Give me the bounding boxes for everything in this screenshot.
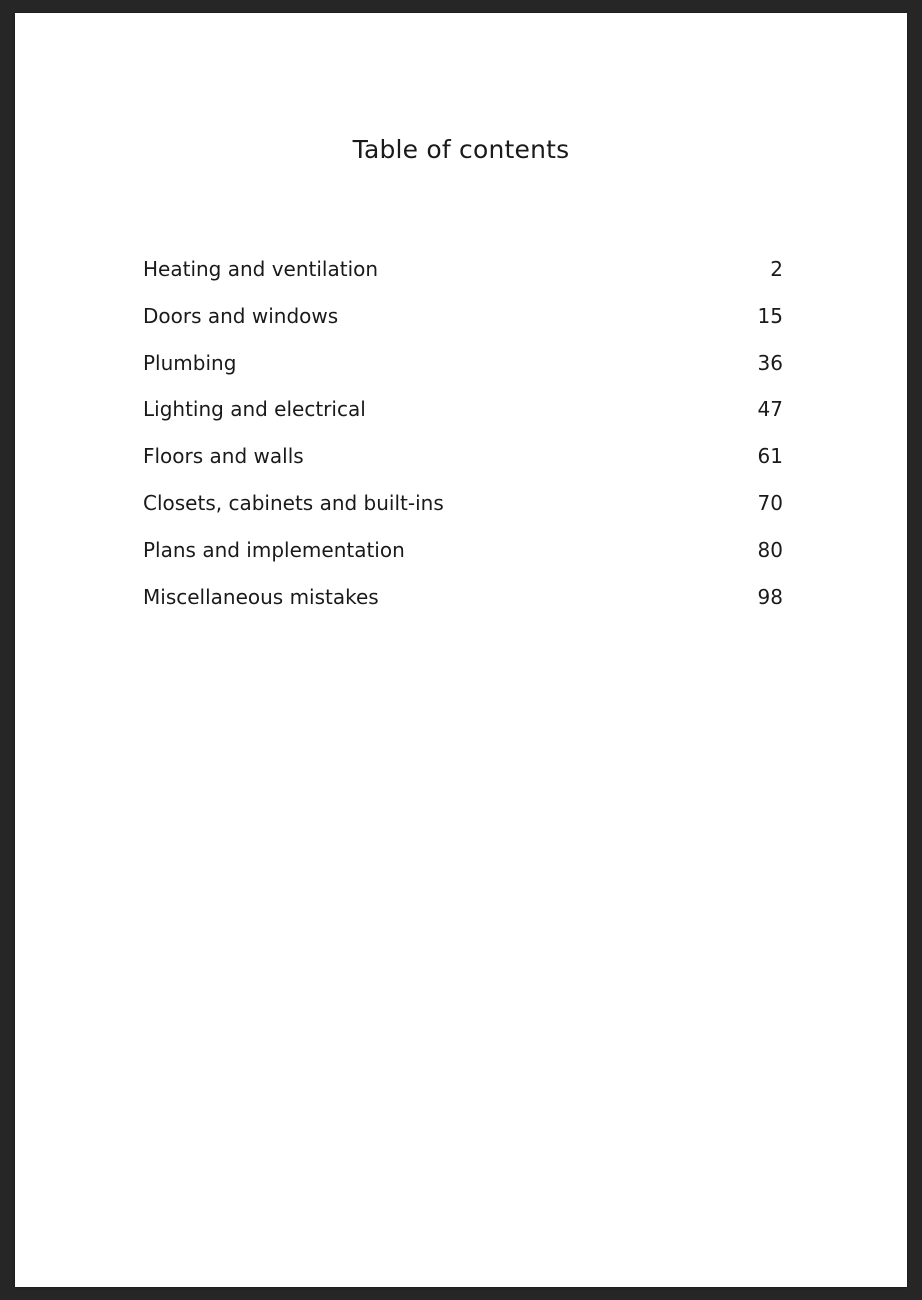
toc-entry-page-number: 47 xyxy=(757,397,783,422)
toc-entry-label: Miscellaneous mistakes xyxy=(143,584,379,609)
toc-entry xyxy=(143,585,783,632)
toc-entry-page-number: 98 xyxy=(757,584,783,609)
toc-entry-label: Doors and windows xyxy=(143,303,339,328)
toc-entry-label: Heating and ventilation xyxy=(143,257,379,281)
toc-entry xyxy=(143,397,783,444)
toc-entry-page-number: 15 xyxy=(757,303,783,328)
toc-entry-page-number: 36 xyxy=(757,350,783,375)
toc-entry-page-number: 80 xyxy=(757,537,783,562)
toc-entry-page-number: 2 xyxy=(770,257,783,281)
toc-entry xyxy=(143,304,783,351)
toc-entry xyxy=(143,257,783,304)
toc-entry-label: Floors and walls xyxy=(143,444,304,469)
toc-entry xyxy=(143,444,783,491)
table-of-contents xyxy=(143,257,783,631)
toc-entry-label: Plumbing xyxy=(143,350,237,375)
toc-entry xyxy=(143,351,783,398)
toc-entry xyxy=(143,538,783,585)
document-page xyxy=(15,13,907,1287)
toc-entry-label: Plans and implementation xyxy=(143,537,405,562)
page-title: Table of contents xyxy=(352,135,570,164)
toc-entry-label: Lighting and electrical xyxy=(143,397,366,422)
toc-entry-label: Closets, cabinets and built-ins xyxy=(143,490,444,515)
toc-entry-page-number: 70 xyxy=(757,490,783,515)
toc-entry xyxy=(143,491,783,538)
toc-entry-page-number: 61 xyxy=(757,444,783,469)
